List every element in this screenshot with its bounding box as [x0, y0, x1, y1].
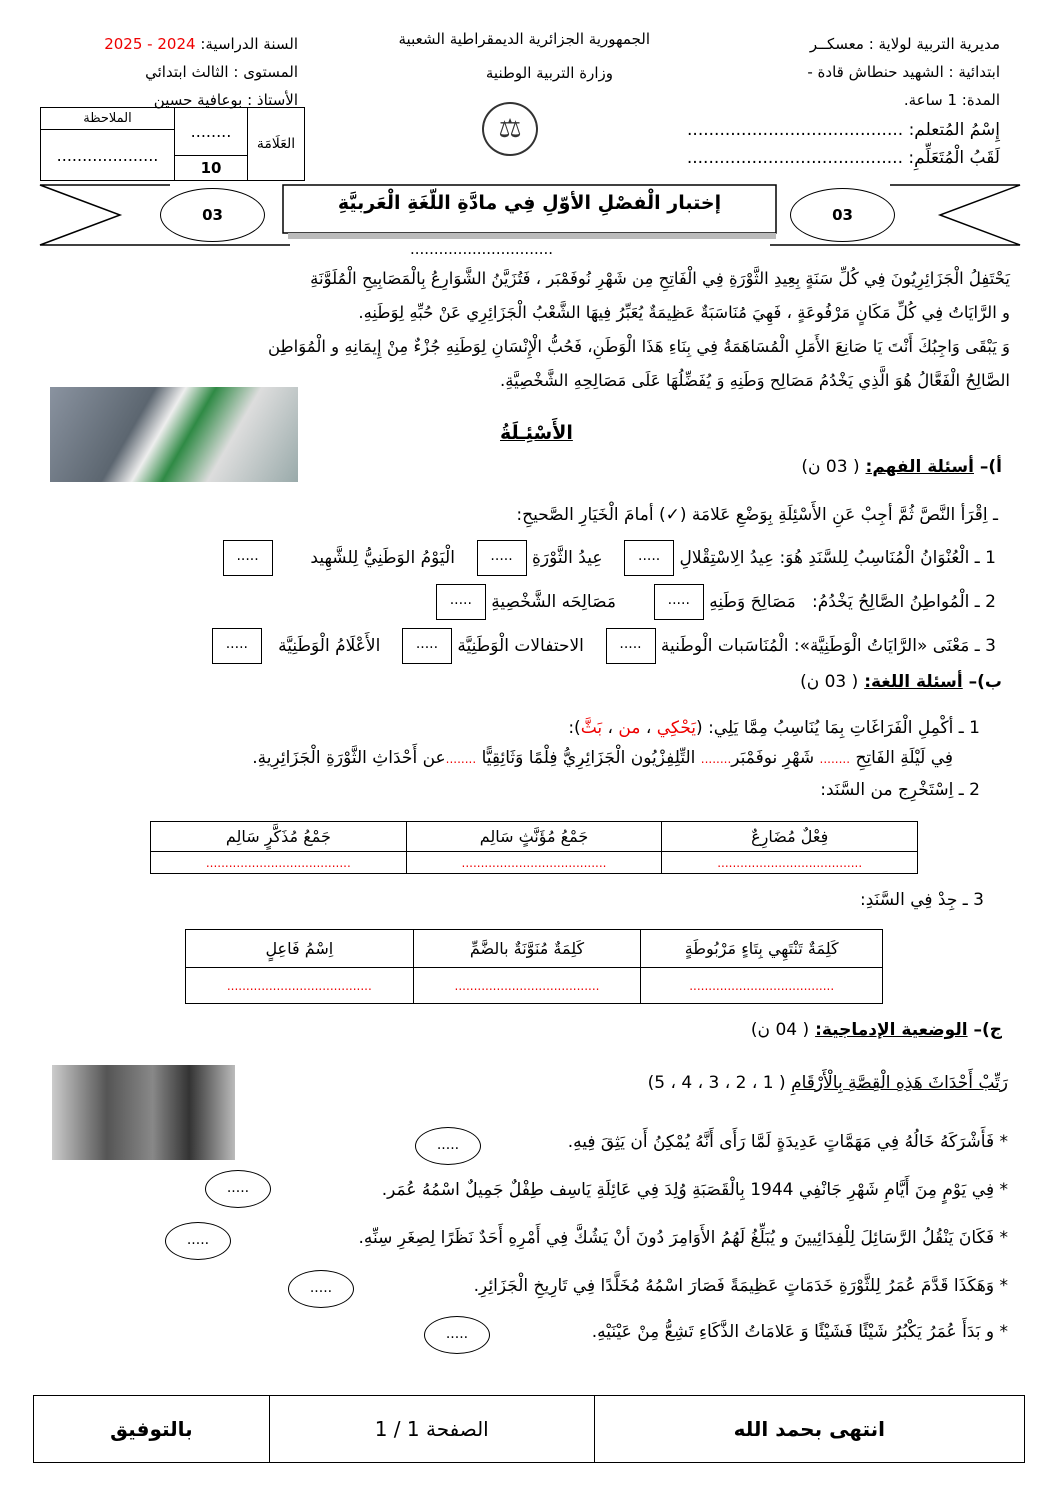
answer-cell[interactable]: ...................................... — [413, 968, 641, 1004]
story-event: * فِي يَوْمٍ مِنَ أَيَّامِ شَهْرِ جَانْفِي 1944 بِالْقَصَبَةِ وُلِدَ فِي عَائِلَةِ يَاسِف طِفْلٌ جَمِيلٌ اسْمُهُ عُمَر. — [381, 1180, 1008, 1200]
order-oval[interactable]: ..... — [415, 1127, 481, 1165]
section-a-heading: أ)– أسئلة الفهم: ( 03 ن) — [801, 457, 1002, 477]
section-b-heading: ب)– أسئلة اللغة: ( 03 ن) — [800, 672, 1002, 692]
footer-closing: انتهى بحمد الله — [594, 1396, 1024, 1463]
option-label: الأَعْلَامُ الْوَطَنِيَّة — [278, 636, 381, 656]
answer-cell[interactable]: ...................................... — [406, 852, 662, 874]
header-right — [807, 30, 1000, 114]
page-number: الصفحة 1 / 1 — [269, 1396, 594, 1463]
answer-checkbox[interactable]: ..... — [212, 628, 262, 664]
blank[interactable]: ........ — [445, 752, 477, 766]
passage-line: وَ يَبْقَى وَاجِبُكَ أَنْتَ يَا صَانِعَ الأَمَلِ الْمُسَاهَمَةُ فِي بِنَاءِ هَذَا الْوَطَنِ، فَحُبُّ الْإِنْسَانِ لِوَطَنِهِ جُزْءٌ مِنْ إِيمَانِهِ و الْمُوَاطِن — [267, 337, 1010, 356]
option-label: الْمُنَاسَبات الْوطَنية — [660, 636, 789, 656]
answer-cell[interactable]: ...................................... — [186, 968, 414, 1004]
order-instruction: رَتِّبْ أَحْدَاثَ هَذِهِ الْقِصَّةِ بِالْأَرْقَامِ ( 1 ، 2 ، 3 ، 4 ، 5) — [647, 1073, 1008, 1093]
mcq-questions — [212, 536, 996, 668]
order-oval[interactable]: ..... — [165, 1222, 231, 1260]
student-surname-field[interactable]: لَقَبُ الْمُتَعَلِّمِ: ........................................ — [686, 148, 1000, 168]
fill-blanks-sentence: فِي لَيْلَةِ الفَاتِحِ ........ شَهْرِ نوفَمْبَر........ التِّلِفِزْيُون الْجَزَائِرِيُّ فِلْمًا وَثَائِقِيًّا ........عن أَحْدَاثِ الثَّوْرَةِ الْجَزَائِرِيةِ. — [252, 748, 953, 768]
story-event: * فَكَانَ يَنْقُلُ الرَّسَائِلَ لِلْفِدَائِيينَ و يُبَلِّغُ لَهُمُ الأَوَامِرَ دُونَ أنْ يَشُكَّ فِي أَمْرِهِ أَحَدٌ نَظَرًا لِصِغَرِ سِنِّهِ. — [358, 1228, 1008, 1248]
question-2: 2 ـ الْمُواطِنُ الصَّالِحُ يَخْدُمُ: مَصَالِحَ وَطَنِهِ ..... مَصَالِحَه الشَّخْصِيةِ ..... — [212, 580, 996, 624]
option-label: عِيدُ الثَّوْرَةِ — [531, 548, 603, 568]
extract-table: فِعْلٌ مُضَارِعٌ جَمْعُ مُؤَنَّثٍ سَالِم جَمْعُ مُذَكَّرٍ سَالِم ...................................... ...................................... ...................................... — [150, 821, 918, 874]
directorate: مديرية التربية لولاية : معسكــر — [809, 35, 1000, 53]
fill-blanks-question: 1 ـ أكْمِلِ الْفَرَاغَاتِ بِمَا يُنَاسِبُ مِمَّا يَلِي: (يَحْكِي ، من ، بَثَّ): — [568, 718, 980, 738]
option-label: الاحتفالات الْوَطَنِيَّة — [457, 636, 584, 656]
find-question: 3 ـ جِدْ فِي السَّنَدِ: — [859, 890, 984, 910]
answer-checkbox[interactable]: ..... — [436, 584, 486, 620]
blank[interactable]: ........ — [819, 752, 851, 766]
questions-title: الأَسْئِـلَةُ — [500, 422, 573, 444]
grade-label: العَلَامَة — [248, 108, 305, 181]
note-label: الملاحظة — [41, 108, 175, 130]
answer-checkbox[interactable]: ..... — [402, 628, 452, 664]
passage-line: و الرَّايَاتُ فِي كُلِّ مَكَانٍ مَرْفُوعَةٍ ، فَهِيَ مُنَاسَبَةٌ عَظِيمَةٌ يُعَبِّرُ فِيهَا الشَّعْبُ الْجَزَائِرِي عَنْ حُبِّهِ لِوَطَنِهِ. — [358, 303, 1010, 322]
story-event: * وَهَكَذَا قَدَّمَ عُمَرُ لِلثَّوْرَةِ خَدَمَاتٍ عَظِيمَةً فَصَارَ اسْمُهُ مُخَلَّدًا فِي تَارِيخِ الْجَزَائِرِ. — [473, 1276, 1008, 1296]
footer-good-luck: بالتوفيق — [34, 1396, 270, 1463]
title-dots: .............................. — [410, 240, 554, 258]
option-label: عِيدُ الِاسْتِقْلالِ — [679, 548, 775, 568]
passage-line: الصَّالِحُ الْفَعَّالُ هُوَ الَّذِي يَخْدُمُ مَصَالِح وَطَنِهِ وَ يُفَضِّلُهَا عَلَى مَصَالِحِهِ الشَّخْصِيَّةِ. — [500, 371, 1010, 390]
answer-cell[interactable]: ...................................... — [662, 852, 918, 874]
find-table: كَلِمَةٌ تَنْتَهِي بِتَاءٍ مَرْبُوطَةٍ كَلِمَةٌ مُنَوَّنَةٌ بالضَّمِّ اِسْمُ فَاعِلٍ ...................................... ...................................... ...................................... — [185, 929, 883, 1004]
school-year: 2024 - 2025 — [104, 35, 196, 53]
order-oval[interactable]: ..... — [424, 1316, 490, 1354]
grade-table — [40, 107, 305, 181]
left-score-badge: 03 — [160, 188, 265, 242]
story-event: * و بَدَأَ عُمَرُ يَكْبُرُ شَيْئًا فَشَيْئًا وَ عَلامَاتُ الذَّكَاءِ تَشِعُّ مِنْ عَيْنَيْهِ. — [591, 1322, 1008, 1342]
teacher: الأستاذ : بوعافية حسين — [153, 91, 298, 109]
blank[interactable]: ........ — [700, 752, 732, 766]
section-c-heading: ج)– الوضعية الإدماجية: ( 04 ن) — [750, 1020, 1002, 1040]
answer-checkbox[interactable]: ..... — [223, 540, 273, 576]
answer-checkbox[interactable]: ..... — [606, 628, 656, 664]
section-a-instruction: ـ اِقْرَأ النَّصَّ ثُمَّ أجِبْ عَنِ الأَسْئِلَةِ بِوَضْعِ عَلامَة (✓) أمامَ الْخَيَارِ الصَّحيحِ: — [516, 505, 998, 525]
level: المستوى : الثالث ابتدائي — [145, 63, 298, 81]
order-oval[interactable]: ..... — [205, 1170, 271, 1208]
note-blank[interactable]: .................... — [41, 130, 175, 181]
republic: الجمهورية الجزائرية الديمقراطية الشعبية — [398, 30, 650, 48]
story-event: * فَأَشْرَكَهُ خَالُهُ فِي مَهَمَّاتٍ عَدِيدَةٍ لَمَّا رَأَى أَنَّهُ يُمْكِنُ أَن يَثِقَ فِيهِ. — [567, 1132, 1008, 1152]
ministry: وزارة التربية الوطنية — [485, 64, 613, 82]
option-label: مَصَالِحَ وَطَنِهِ — [709, 592, 796, 612]
answer-checkbox[interactable]: ..... — [624, 540, 674, 576]
question-3: 3 ـ مَعْنَى «الرَّايَاتُ الْوَطَنِيَّة»: الْمُنَاسَبات الْوطَنية ..... الاحتفالات الْوَطَنِيَّة ..... الأَعْلَامُ الْوَطَنِيَّة ..... — [212, 624, 996, 668]
extract-question: 2 ـ اِسْتَخْرِج من السَّنَد: — [820, 780, 980, 800]
option-label: مَصَالِحَه الشَّخْصِيةِ — [491, 592, 616, 612]
exam-title: إختبار الْفصْلِ الأوّلِ فِي مادَّةِ اللّغَةِ الْعَربيَّةِ — [337, 192, 722, 214]
ministry-logo: ⚖ — [482, 102, 538, 156]
answer-cell[interactable]: ...................................... — [641, 968, 883, 1004]
duration: المدة: 1 ساعة. — [903, 91, 1000, 109]
story-photo — [52, 1065, 235, 1160]
score-blank[interactable]: ........ — [175, 108, 248, 156]
school: ابتدائية : الشهيد حنطاش قادة - — [807, 63, 1000, 81]
answer-checkbox[interactable]: ..... — [654, 584, 704, 620]
header-left — [58, 30, 298, 114]
option-label: الْيَوْمُ الوَطَنِيُّ لِلشَّهِيد — [310, 548, 455, 568]
celebration-photo — [50, 387, 298, 482]
footer-table — [33, 1395, 1025, 1463]
student-name-field[interactable]: إِسْمُ المُتعلم: ........................................ — [687, 120, 1000, 140]
passage-line: يَحْتَفِلُ الْجَزَائِرِيُونَ فِي كُلِّ سَنَةٍ بِعِيدِ الثَّوْرَةِ فِي الْفَاتِحِ مِن شَهْرِ نُوفَمْبَر ، فَتُزَيَّنُ الشَّوَارِعُ بِالْمَصَابِيحِ الْمُلَوَّنَةِ — [310, 269, 1010, 288]
answer-cell[interactable]: ...................................... — [151, 852, 407, 874]
reading-passage — [268, 262, 1010, 398]
right-score-badge: 03 — [790, 188, 895, 242]
order-oval[interactable]: ..... — [288, 1270, 354, 1308]
question-1: 1 ـ الْعُنْوَانُ الْمُنَاسِبُ لِلسَّنَدِ هُوَ: عِيدُ الِاسْتِقْلالِ ..... عِيدُ الثَّوْرَةِ ..... الْيَوْمُ الوَطَنِيُّ لِلشَّهِيد ..... — [212, 536, 996, 580]
year-label: السنة الدراسية: — [200, 35, 298, 53]
answer-checkbox[interactable]: ..... — [477, 540, 527, 576]
score-max: 10 — [175, 156, 248, 181]
